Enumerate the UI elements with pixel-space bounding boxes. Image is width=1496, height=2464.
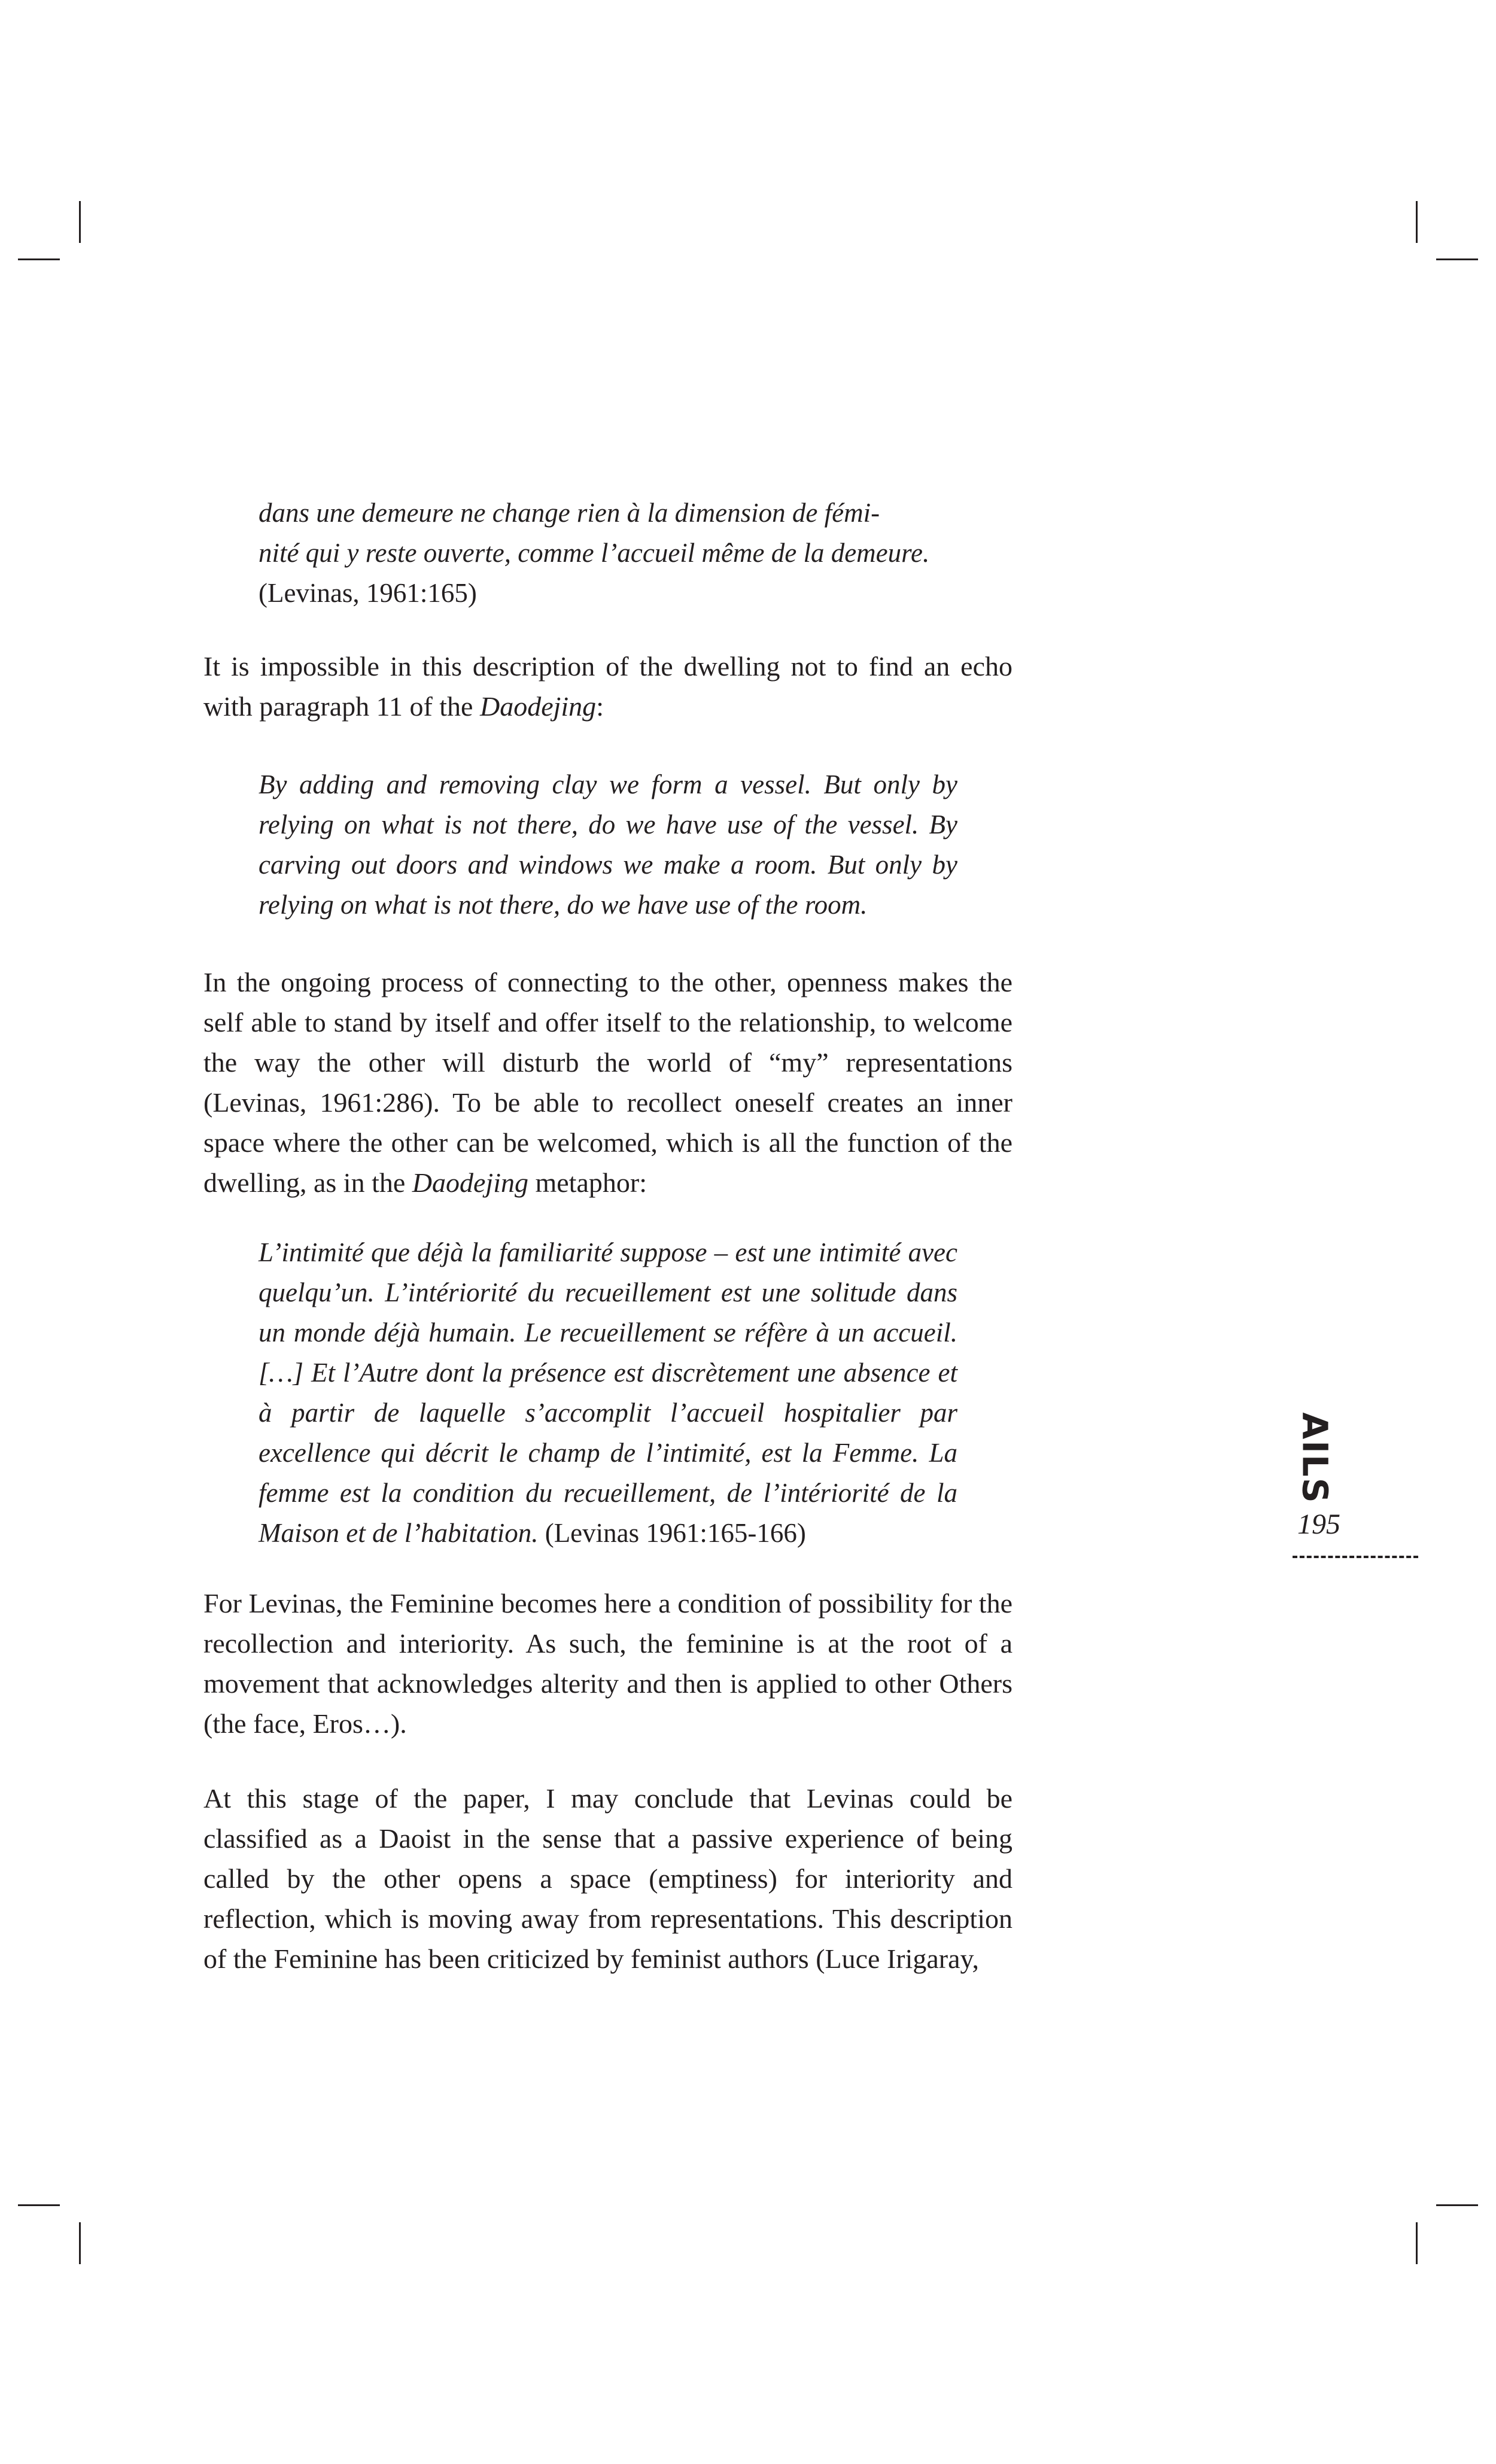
quote-citation: (Levinas 1961:165-166)	[545, 1518, 806, 1548]
quote-line: dans une demeure ne change rien à la dimension de fémi-	[259, 498, 880, 528]
crop-mark	[1436, 2204, 1478, 2206]
book-title: Daodejing	[412, 1167, 528, 1198]
body-paragraph	[203, 1583, 1012, 1744]
journal-name: AILS	[1295, 1412, 1336, 1504]
quote-text: L’intimité que déjà la familiarité suppose – est une intimité avec quelqu’un. L’intériorité du recueillement est une solitude dans un monde déjà humain. Le recueillement se réfère à un accueil. […] Et l’Autre dont la présence est discrètement une absence et à partir de laquelle s’accomplit l’accueil hospitalier par excellence qui décrit le champ de l’intimité, est la Femme. La femme est la condition du recueillement, de l’intériorité de la Maison et de l’habitation.	[259, 1237, 957, 1548]
paragraph-text: For Levinas, the Feminine becomes here a condition of possibility for the recollection and interiority. As such, the feminine is at the root of a movement that acknowledges alterity and then is applied to other Others (the face, Eros…).	[203, 1588, 1012, 1739]
crop-mark	[1416, 201, 1418, 243]
quote-citation: (Levinas, 1961:165)	[259, 578, 477, 608]
crop-mark	[1436, 258, 1478, 260]
paragraph-text: metaphor:	[528, 1167, 647, 1198]
paragraph-text: At this stage of the paper, I may conclude that Levinas could be classified as a Daoist in the sense that a passive experience of being called by the other opens a space (emptiness) for interiority and reflection, which is moving away from representations. This description of the Feminine has been criticized by feminist authors (Luce Irigaray,	[203, 1783, 1012, 1974]
body-paragraph	[203, 962, 1012, 1203]
crop-mark	[1416, 2222, 1418, 2264]
body-paragraph	[203, 1778, 1012, 1979]
paragraph-text: :	[596, 691, 604, 722]
block-quote-levinas	[259, 1233, 957, 1553]
quote-text: By adding and removing clay we form a vessel. But only by relying on what is not there, do we have use of the vessel. By carving out doors and windows we make a room. But only by relying on what is not there, do we have use of the room.	[259, 769, 957, 920]
crop-mark	[79, 201, 81, 243]
journal-logo	[1291, 1412, 1339, 1504]
crop-mark	[79, 2222, 81, 2264]
crop-mark	[18, 2204, 60, 2206]
quote-line: nité qui y reste ouverte, comme l’accueil même de la demeure.	[259, 538, 930, 568]
body-paragraph	[203, 646, 1012, 726]
crop-mark	[18, 258, 60, 260]
book-title: Daodejing	[479, 691, 597, 722]
paragraph-text: In the ongoing process of connecting to the other, openness makes the self able to stand by itself and offer itself to the relationship, to welcome the way the other will disturb the world of “my” representations (Levinas, 1961:286). To be able to recollect oneself creates an inner space where the other can be welcomed, which is all the function of the dwelling, as in the	[203, 967, 1012, 1198]
page-number: 195	[1297, 1508, 1340, 1540]
page-number-rule	[1293, 1556, 1418, 1558]
paragraph-text: It is impossible in this description of the dwelling not to find an echo with paragraph 11 of the	[203, 651, 1012, 722]
block-quote-daodejing	[259, 765, 957, 925]
block-quote-levinas-continued	[259, 493, 957, 613]
